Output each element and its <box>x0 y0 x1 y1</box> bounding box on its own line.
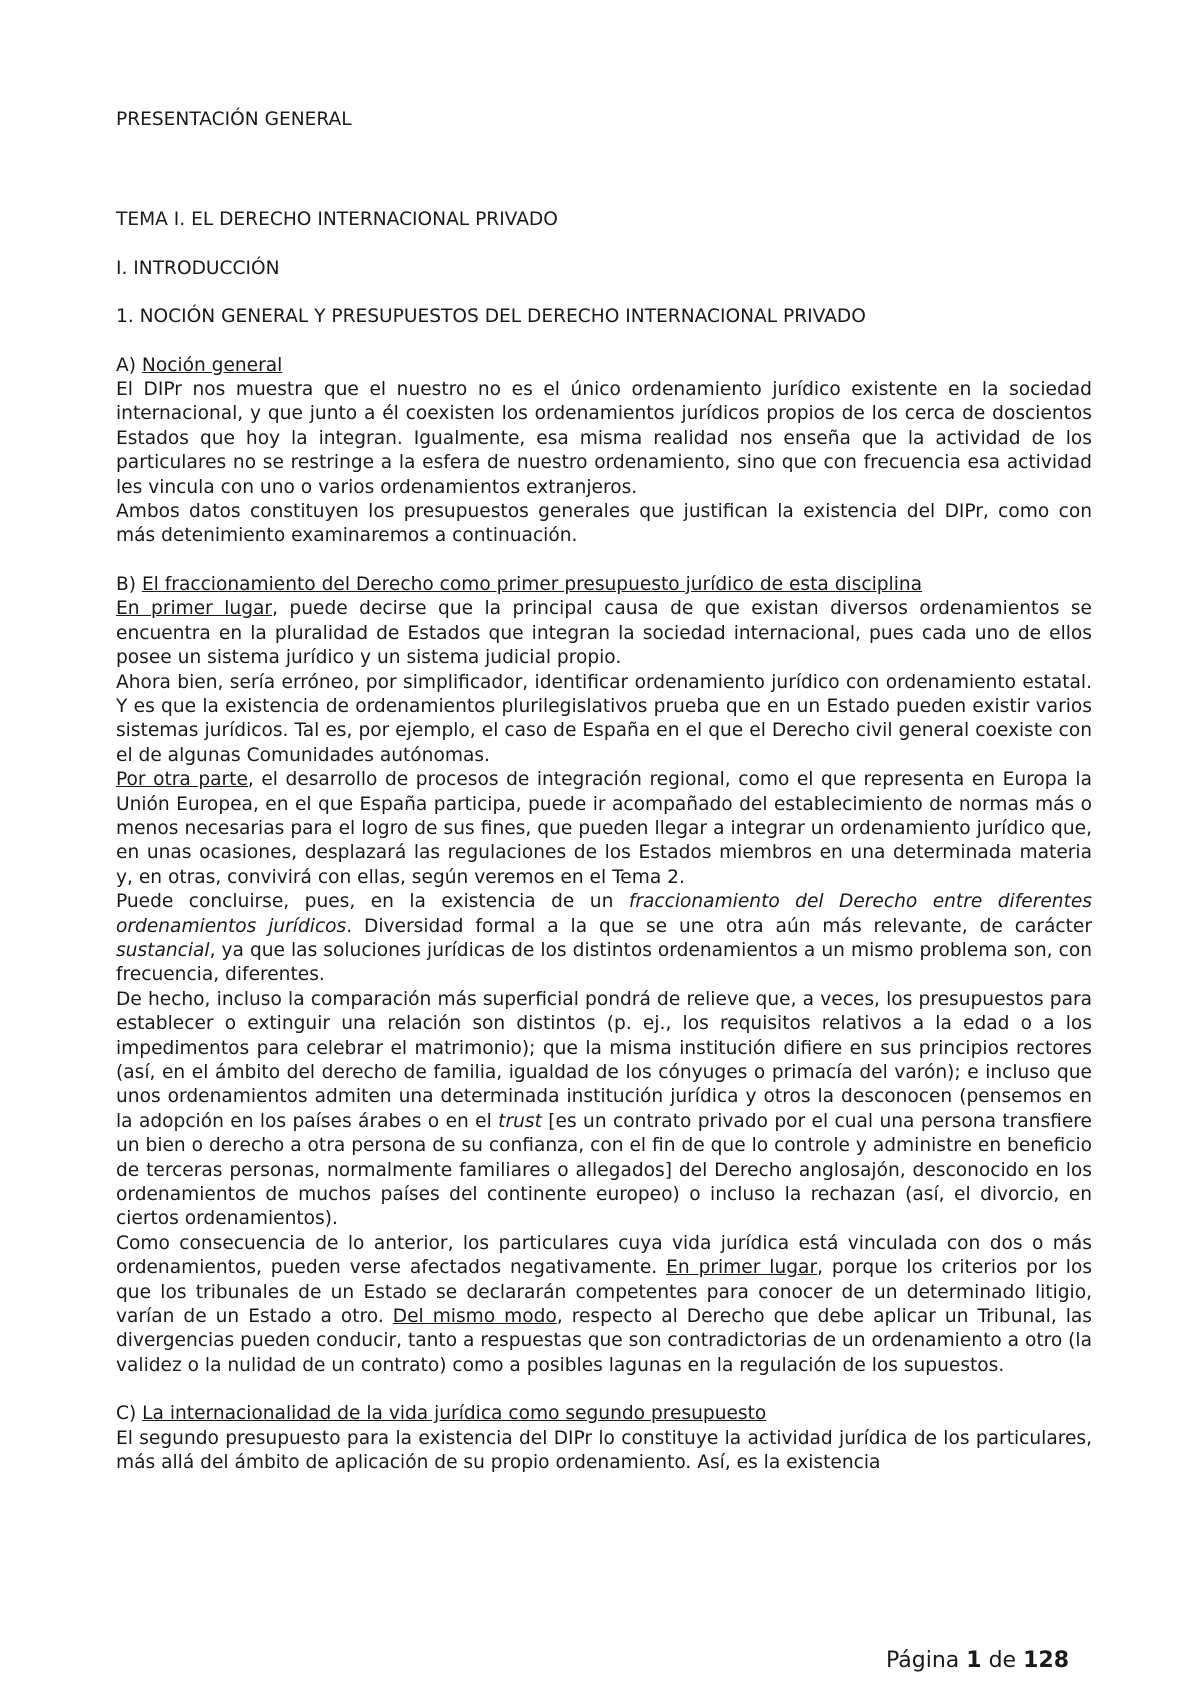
section-b-p6-b: , porque los criterios por los que los tribunales de un Estado se declararán competentes para conocer de un determinado litigio, varían de un Estado a otro. <box>116 1257 1093 1328</box>
section-a-title: Noción general <box>141 354 283 376</box>
footer-of: de <box>988 1648 1017 1673</box>
section-b-p4-b: . Diversidad formal a la que se une otra aún más relevante, de carácter <box>346 915 1092 937</box>
section-b-p4-italic-1: fraccionamiento del Derecho entre diferentes ordenamientos jurídicos <box>116 891 1092 937</box>
section-a-paragraph-1: El DIPr nos muestra que el nuestro no es el único ordenamiento jurídico existente en la sociedad internacional, y que junto a él coexisten los ordenamientos jurídicos propios de los cerca de doscientos Estados que hoy la integran. Igualmente, esa misma realidad nos enseña que la actividad de los particulares no se restringe a la esfera de nuestro ordenamiento, sino que con frecuencia esa actividad les vincula con uno o varios ordenamientos extranjeros. <box>116 379 1092 498</box>
section-b-p5-b: [es un contrato privado por el cual una persona transfiere un bien o derecho a otra persona de su confianza, con el fin de que lo controle y administre en beneficio de terceras personas, normalmente familiares o allegados] del Derecho anglosajón, desconocido en los ordenamientos de muchos países del continente europeo) o incluso la rechazan (así, el divorcio, en ciertos ordenamientos). <box>116 1110 1092 1230</box>
section-b-p6-c: , respecto al Derecho que debe aplicar un Tribunal, las divergencias pueden conducir, tanto a respuestas que son contradictorias de un ordenamiento a otro (la validez o la nulidad de un contrato) como a posibles lagunas en la regulación de los supuestos. <box>116 1306 1092 1376</box>
heading-seccion-1: 1. NOCIÓN GENERAL Y PRESUPUESTOS DEL DERECHO INTERNACIONAL PRIVADO <box>116 306 866 328</box>
section-c-title: La internacionalidad de la vida jurídica como segundo presupuesto <box>142 1403 767 1425</box>
section-b-paragraph-1 <box>116 597 1092 670</box>
section-b-paragraph-5 <box>116 988 1092 1232</box>
section-b-p1-text: , puede decirse que la principal causa de que existan diversos ordenamientos se encuentra en la pluralidad de Estados que integran la sociedad internacional, pues cada uno de ellos posee un sistema jurídico y un sistema judicial propio. <box>116 598 1092 669</box>
heading-introduccion: I. INTRODUCCIÓN <box>116 257 280 279</box>
footer-label: Página <box>886 1648 960 1673</box>
section-b-p6-a: Como consecuencia de lo anterior, los particulares cuya vida jurídica está vinculada con dos o más ordenamientos, pueden verse afectados negativamente. <box>116 1232 1092 1279</box>
section-b-paragraph-6 <box>116 1232 1092 1378</box>
section-b-p5-a: De hecho, incluso la comparación más superficial pondrá de relieve que, a veces, los presupuestos para establecer o extinguir una relación son distintos (p. ej., los requisitos relativos a la edad o a los impedimentos para celebrar el matrimonio); que la misma institución difiere en sus principios rectores (así, en el ámbito del derecho de familia, igualdad de los cónyuges o primacía del varón); e incluso que unos ordenamientos admiten una determinada institución jurídica y otros la desconocen (pensemos en la adopción en los países árabes o en el <box>116 988 1092 1132</box>
heading-tema: TEMA I. EL DERECHO INTERNACIONAL PRIVADO <box>116 209 558 231</box>
section-b-p6-underline-2: Del mismo modo <box>392 1306 557 1328</box>
document-page <box>116 108 1092 1476</box>
heading-presentacion: PRESENTACIÓN GENERAL <box>116 109 352 130</box>
section-b-paragraph-3 <box>116 768 1092 890</box>
section-b-p3-text: , el desarrollo de procesos de integración regional, como el que representa en Europa la Unión Europea, en el que España participa, puede ir acompañado del establecimiento de normas más o menos necesarias para el logro de sus fines, que pueden llegar a integrar un ordenamiento jurídico que, en unas ocasiones, desplazará las regulaciones de los Estados miembros en una determinada materia y, en otras, convivirá con ellas, según veremos en el Tema 2. <box>116 769 1092 888</box>
section-c-letter: C) <box>116 1403 137 1425</box>
section-b-title: El fraccionamiento del Derecho como primer presupuesto jurídico de esta disciplina <box>141 573 923 595</box>
page-footer <box>886 1648 1069 1673</box>
section-c-paragraph-1: El segundo presupuesto para la existencia del DIPr lo constituye la actividad jurídica de los particulares, más allá del ámbito de aplicación de su propio ordenamiento. Así, es la existencia <box>116 1427 1092 1474</box>
section-b-p4-c: , ya que las soluciones jurídicas de los distintos ordenamientos a un mismo problema son, con frecuencia, diferentes. <box>116 939 1092 986</box>
section-b-p5-italic: trust <box>498 1110 542 1132</box>
section-b-p6-underline-1: En primer lugar <box>666 1257 818 1279</box>
section-b-p1-lead: En primer lugar <box>116 598 273 620</box>
section-a-letter: A) <box>116 354 136 376</box>
section-b-paragraph-4 <box>116 890 1092 988</box>
section-b-paragraph-2: Ahora bien, sería erróneo, por simplificador, identificar ordenamiento jurídico con ordenamiento estatal. Y es que la existencia de ordenamientos plurilegislativos prueba que en un Estado pueden existir varios sistemas jurídicos. Tal es, por ejemplo, el caso de España en el que el Derecho civil general coexiste con el de algunas Comunidades autónomas. <box>116 671 1092 766</box>
section-b-heading <box>116 573 1092 597</box>
section-a-heading <box>116 354 1092 378</box>
section-c-heading <box>116 1402 1092 1426</box>
section-a-paragraph-2: Ambos datos constituyen los presupuestos generales que justifican la existencia del DIPr, como con más detenimiento examinaremos a continuación. <box>116 501 1092 547</box>
section-b-p3-lead: Por otra parte <box>116 769 248 791</box>
footer-page-number: 1 <box>966 1648 982 1673</box>
footer-total-pages: 128 <box>1023 1648 1070 1673</box>
section-b-letter: B) <box>116 573 137 595</box>
section-b-p4-italic-2: sustancial <box>116 939 210 961</box>
section-b-p4-a: Puede concluirse, pues, en la existencia de un <box>116 891 629 913</box>
